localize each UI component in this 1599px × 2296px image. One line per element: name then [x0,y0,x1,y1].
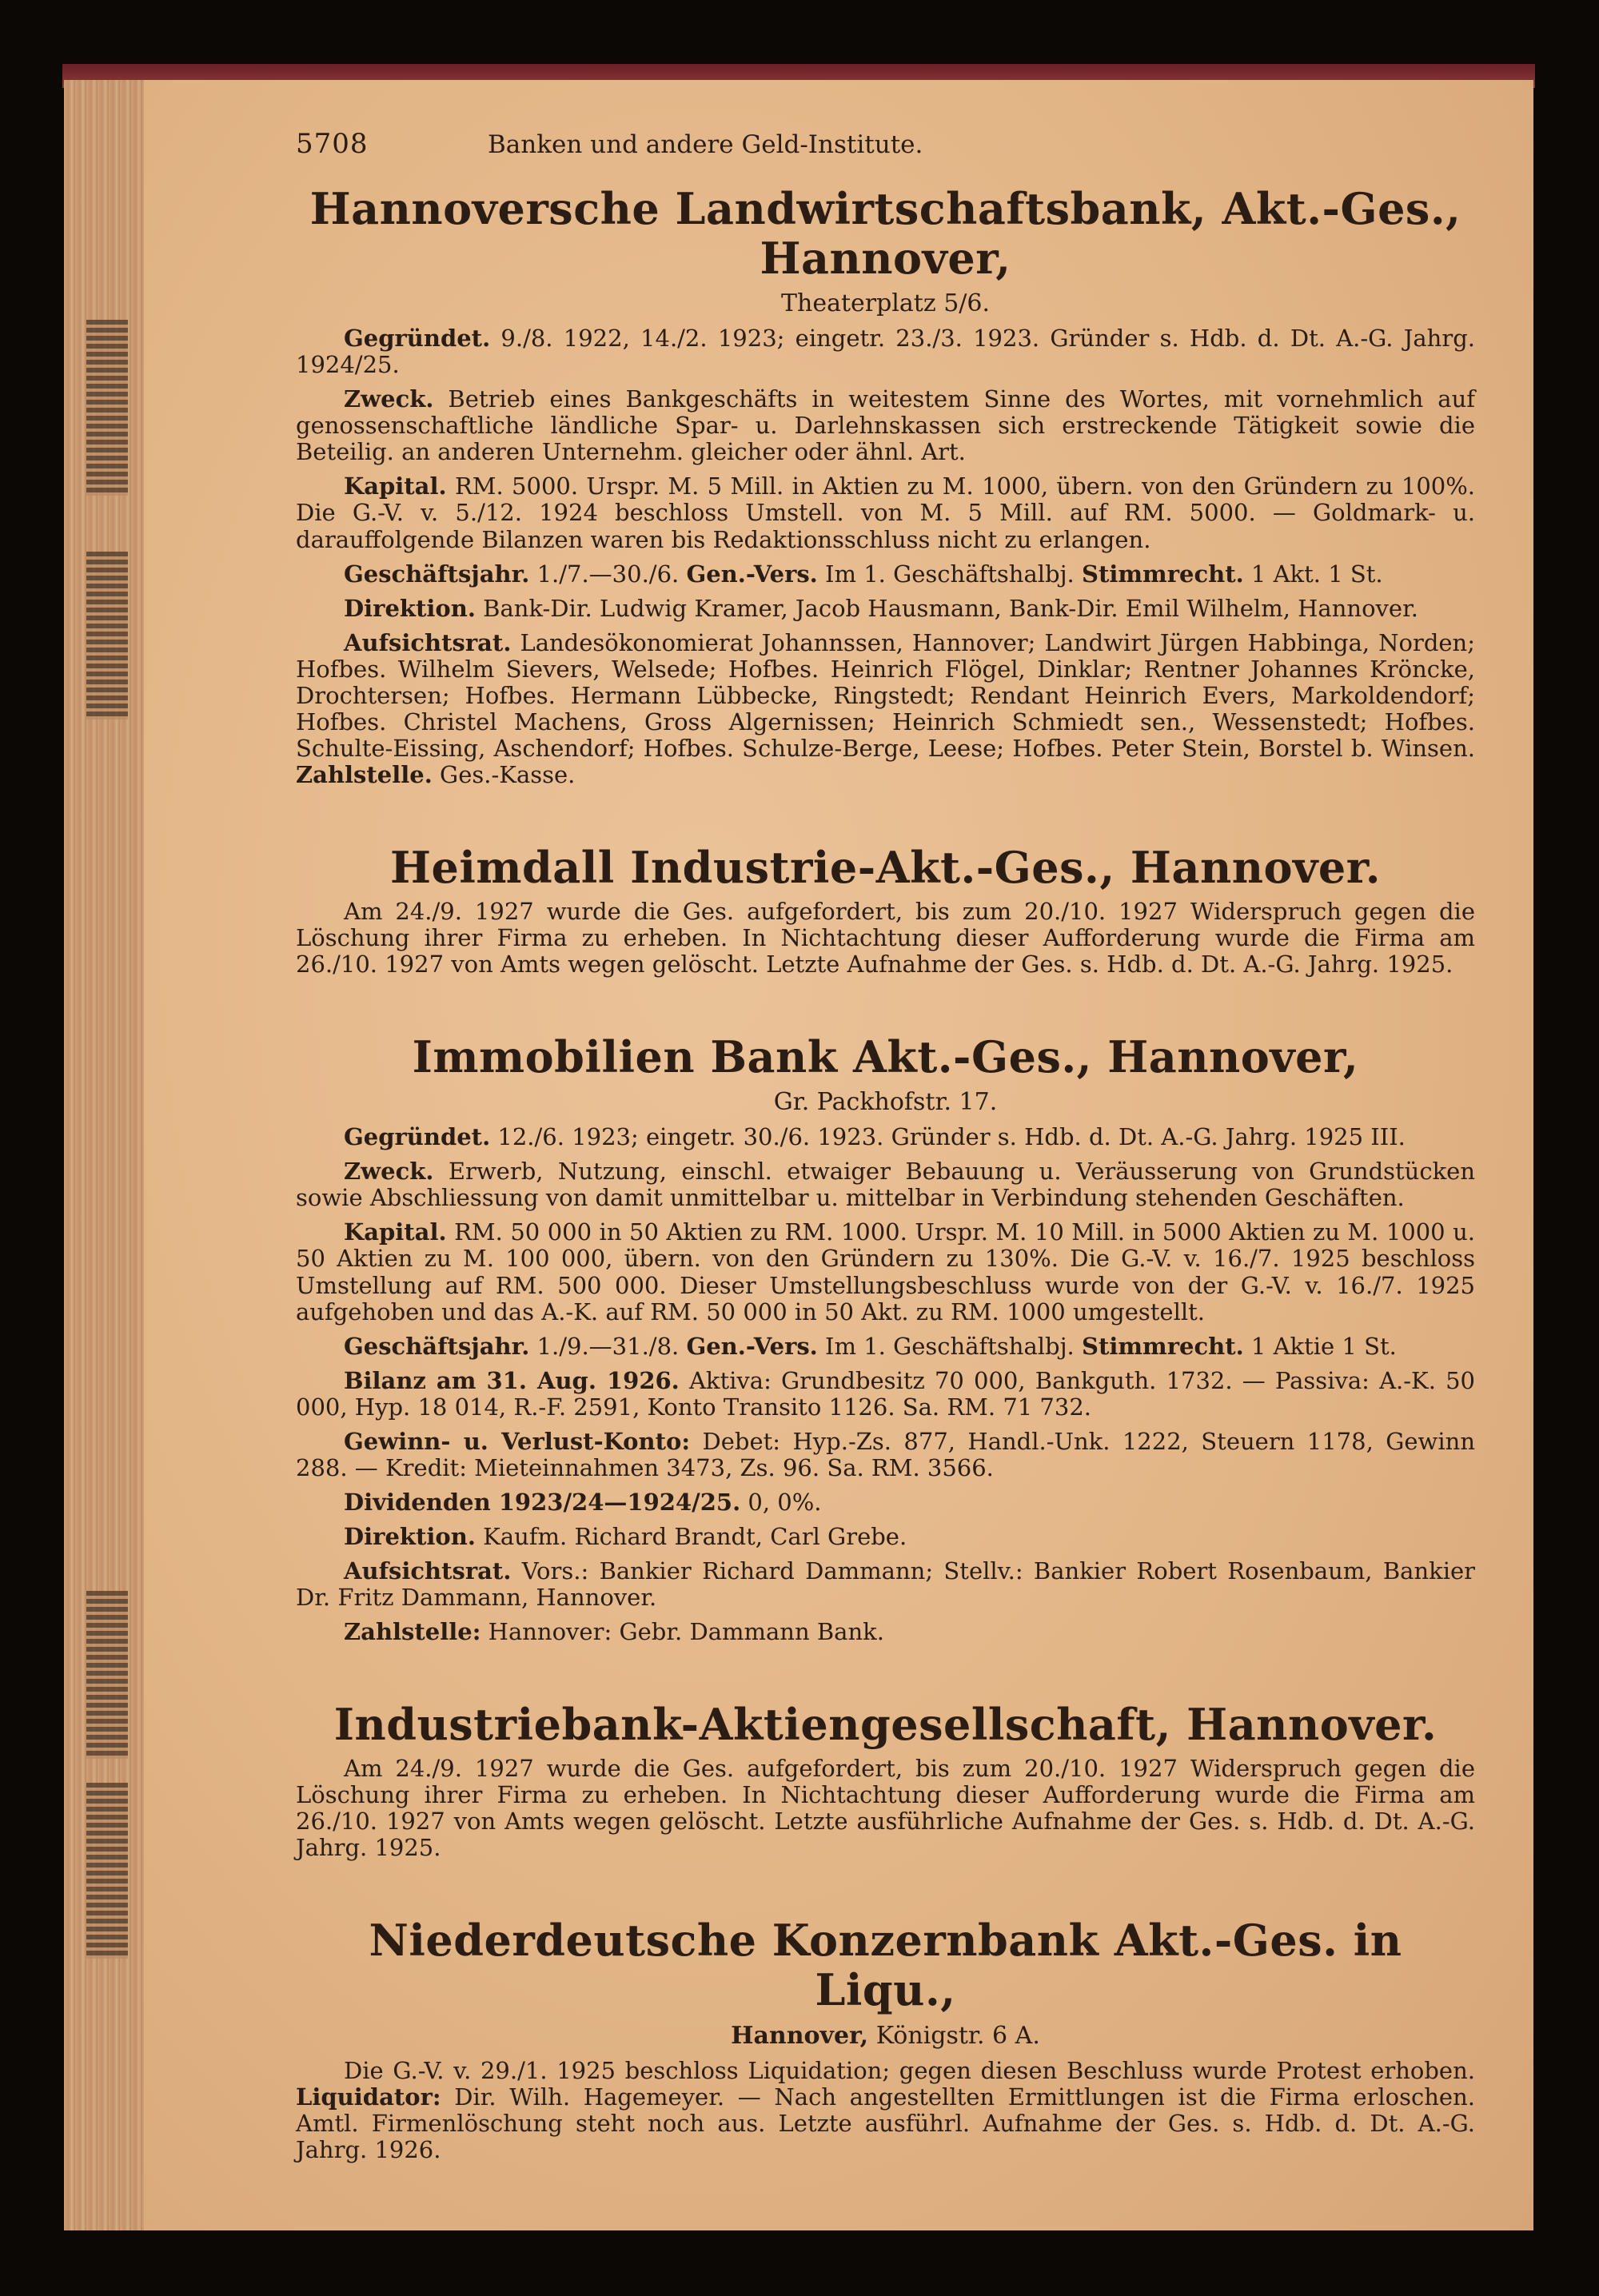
field-label: Kapital. [344,1218,447,1246]
entry-paragraph [296,1524,1475,1550]
entry-paragraph [296,1368,1475,1421]
field-text: Betrieb eines Bankgeschäfts in weitestem Sinne des Wortes, mit vornehmlich auf genossenschaftliche ländliche Spar- u. Darlehnskassen sich erstreckende Tätigkeit sowie die Beteilig. an anderen Unternehm. gleicher oder ähnl. Art. [296,385,1476,466]
field-label: Liquidator: [296,2083,441,2111]
entry-address [296,2022,1475,2050]
field-text: 0, 0%. [748,1488,822,1516]
field-label: Gegründet. [344,1123,491,1151]
field-text: Aktiva: Grundbesitz 70 000, Bankguth. 1732. — Passiva: A.-K. 50 000, Hyp. 18 014, R.-F. 2591, Konto Transito 1126. Sa. RM. 71 732. [296,1366,1475,1421]
field-label: Gegründet. [344,325,491,353]
field-text: Vors.: Bankier Richard Dammann; Stellv.: Bankier Robert Rosenbaum, Bankier Dr. Fritz Dammann, Hannover. [296,1557,1476,1611]
entry-title: Industriebank-Aktiengesellschaft, Hannover. [333,1699,1438,1751]
field-label: Zweck. [344,1158,434,1186]
field-label: Stimmrecht. [1082,1332,1244,1360]
entry-paragraph: Am 24./9. 1927 wurde die Ges. aufgefordert, bis zum 20./10. 1927 Widerspruch gegen die Löschung ihrer Firma zu erheben. In Nichtachtung dieser Aufforderung wurde die Firma am 26./10. 1927 von Amts wegen gelöscht. Letzte Aufnahme der Ges. s. Hdb. d. Dt. A.-G. Jahrg. 1925. [296,898,1475,979]
field-label: Aufsichtsrat. [344,1557,512,1584]
field-label: Zweck. [344,385,434,413]
field-label: Zahlstelle: [344,1618,481,1646]
field-label: Gen.-Vers. [686,560,818,588]
edge-mark [86,320,128,496]
entry-immobilien-bank [296,1032,1475,1645]
field-text: 12./6. 1923; eingetr. 30./6. 1923. Gründer s. Hdb. d. Dt. A.-G. Jahrg. 1925 III. [497,1123,1406,1151]
field-text: Hannover: Gebr. Dammann Bank. [488,1618,884,1646]
field-text: Im 1. Geschäftshalbj. [825,560,1075,588]
field-text: Dir. Wilh. Hagemeyer. — Nach angestellten Ermittlungen ist die Firma erloschen. Amtl. Firmenlöschung steht noch aus. Letzte ausführl. Aufnahme der Ges. s. Hdb. d. Dt. A.-G. Jahrg. 1926. [296,2083,1475,2163]
field-text: 1 Aktie 1 St. [1250,1332,1397,1360]
field-text: Bank-Dir. Ludwig Kramer, Jacob Hausmann, Bank-Dir. Emil Wilhelm, Hannover. [483,594,1418,622]
entry-industriebank [296,1700,1475,1861]
field-text: RM. 50 000 in 50 Aktien zu RM. 1000. Urspr. M. 10 Mill. in 5000 Aktien zu M. 1000 u. 50 Aktien zu M. 100 000, übern. von den Gründern zu 130%. Die G.-V. v. 16./7. 1925 beschloss Umstellung auf RM. 500 000. Dieser Umstellungsbeschluss wurde von der G.-V. v. 16./7. 1925 aufgehoben und das A.-K. auf RM. 50 000 in 50 Akt. zu RM. 1000 umgestellt. [296,1218,1476,1325]
entry-paragraph [296,1429,1475,1481]
page-number: 5708 [296,128,369,160]
field-text: Debet: Hyp.-Zs. 877, Handl.-Unk. 1222, Steuern 1178, Gewinn 288. — Kredit: Mieteinnahmen 3473, Zs. 96. Sa. RM. 3566. [296,1427,1476,1481]
edge-mark [86,552,128,719]
entry-paragraph [296,1489,1475,1516]
field-label: Zahlstelle. [296,760,433,788]
field-label: Kapital. [344,472,447,500]
field-text: 1 Akt. 1 St. [1250,560,1383,588]
field-text: Landesökonomierat Johannssen, Hannover; Landwirt Jürgen Habbinga, Norden; Hofbes. Wilhelm Sievers, Welsede; Hofbes. Heinrich Flögel, Dinklar; Rentner Johannes Kröncke, Drochtersen; Hofbes. Hermann Lübbecke, Ringstedt; Rendant Heinrich Evers, Markoldendorf; Hofbes. Christel Machens, Gross Algernissen; Heinrich Schmiedt sen., Wessenstedt; Hofbes. Schulte-Eissing, Aschendorf; Hofbes. Schulze-Berge, Leese; Hofbes. Peter Stein, Borstel b. Winsen. [296,628,1475,762]
entry-title: Immobilien Bank Akt.-Ges., Hannover, [412,1031,1359,1083]
entry-paragraph: Am 24./9. 1927 wurde die Ges. aufgefordert, bis zum 20./10. 1927 Widerspruch gegen die Löschung ihrer Firma zu erheben. In Nichtachtung dieser Aufforderung wurde die Firma am 26./10. 1927 von Amts wegen gelöscht. Letzte ausführliche Aufnahme der Ges. s. Hdb. d. Dt. A.-G. Jahrg. 1925. [296,1755,1475,1862]
entry-hannoversche-landwirtschaftsbank [296,184,1475,788]
entry-paragraph [296,1619,1475,1645]
field-label: Direktion. [344,594,476,622]
entry-paragraph [296,2058,1475,2163]
entry-paragraph [296,1333,1475,1360]
field-text: Kaufm. Richard Brandt, Carl Grebe. [483,1522,907,1550]
field-label: Geschäftsjahr. [344,1332,530,1360]
field-text: Im 1. Geschäftshalbj. [825,1332,1075,1360]
entry-address: Theaterplatz 5/6. [780,289,991,318]
field-text: 1./9.—31./8. [536,1332,680,1360]
entry-paragraph [296,473,1475,552]
field-text: 1./7.—30./6. [536,560,680,588]
address-city: Hannover, [731,2021,869,2050]
entry-paragraph [296,1124,1475,1150]
field-label: Aufsichtsrat. [344,628,512,656]
entry-paragraph [296,1219,1475,1325]
field-label: Stimmrecht. [1082,560,1244,588]
field-text: Erwerb, Nutzung, einschl. etwaiger Bebauung u. Veräusserung von Grundstücken sowie Abschliessung von damit unmittelbar u. mittelbar in Verbindung stehenden Geschäften. [296,1158,1475,1212]
page-header [296,128,1475,165]
entry-paragraph [296,630,1475,788]
entry-title: Hannoversche Landwirtschaftsbank, Akt.-Ges., Hannover, [309,183,1461,285]
page-content [296,128,1475,2171]
running-head: Banken und andere Geld-Institute. [488,130,923,159]
field-label: Geschäftsjahr. [344,560,530,588]
entry-paragraph [296,386,1475,465]
field-label: Dividenden 1923/24—1924/25. [344,1488,741,1516]
entry-title: Niederdeutsche Konzernbank Akt.-Ges. in Liqu., [369,1915,1402,2016]
book-page [144,80,1533,2230]
entry-paragraph [296,325,1475,378]
entry-niederdeutsche-konzernbank [296,1915,1475,2162]
entry-paragraph [296,561,1475,588]
entry-paragraph [296,596,1475,622]
field-label: Bilanz am 31. Aug. 1926. [344,1366,680,1394]
entry-title: Heimdall Industrie-Akt.-Ges., Hannover. [389,841,1382,893]
field-text: Die G.-V. v. 29./1. 1925 beschloss Liquidation; gegen diesen Beschluss wurde Protest erhoben. [344,2056,1475,2084]
field-text: Ges.-Kasse. [440,760,576,788]
field-label: Direktion. [344,1522,476,1550]
entry-heimdall-industrie [296,843,1475,978]
edge-mark [86,1591,128,1759]
edge-mark [86,1783,128,1959]
field-text: 9./8. 1922, 14./2. 1923; eingetr. 23./3. 1923. Gründer s. Hdb. d. Dt. A.-G. Jahrg. 1924/25. [296,325,1476,379]
entry-paragraph [296,1158,1475,1211]
entry-address: Gr. Packhofstr. 17. [773,1088,998,1117]
entry-paragraph [296,1558,1475,1611]
address-street: Königstr. 6 A. [875,2021,1040,2050]
field-label: Gewinn- u. Verlust-Konto: [344,1427,691,1455]
field-label: Gen.-Vers. [686,1332,818,1360]
field-text: RM. 5000. Urspr. M. 5 Mill. in Aktien zu M. 1000, übern. von den Gründern zu 100%. Die G.-V. v. 5./12. 1924 beschloss Umstell. von M. 5 Mill. auf RM. 5000. — Goldmark- u. darauffolgende Bilanzen waren bis Redaktionsschluss nicht zu erlangen. [296,472,1476,553]
